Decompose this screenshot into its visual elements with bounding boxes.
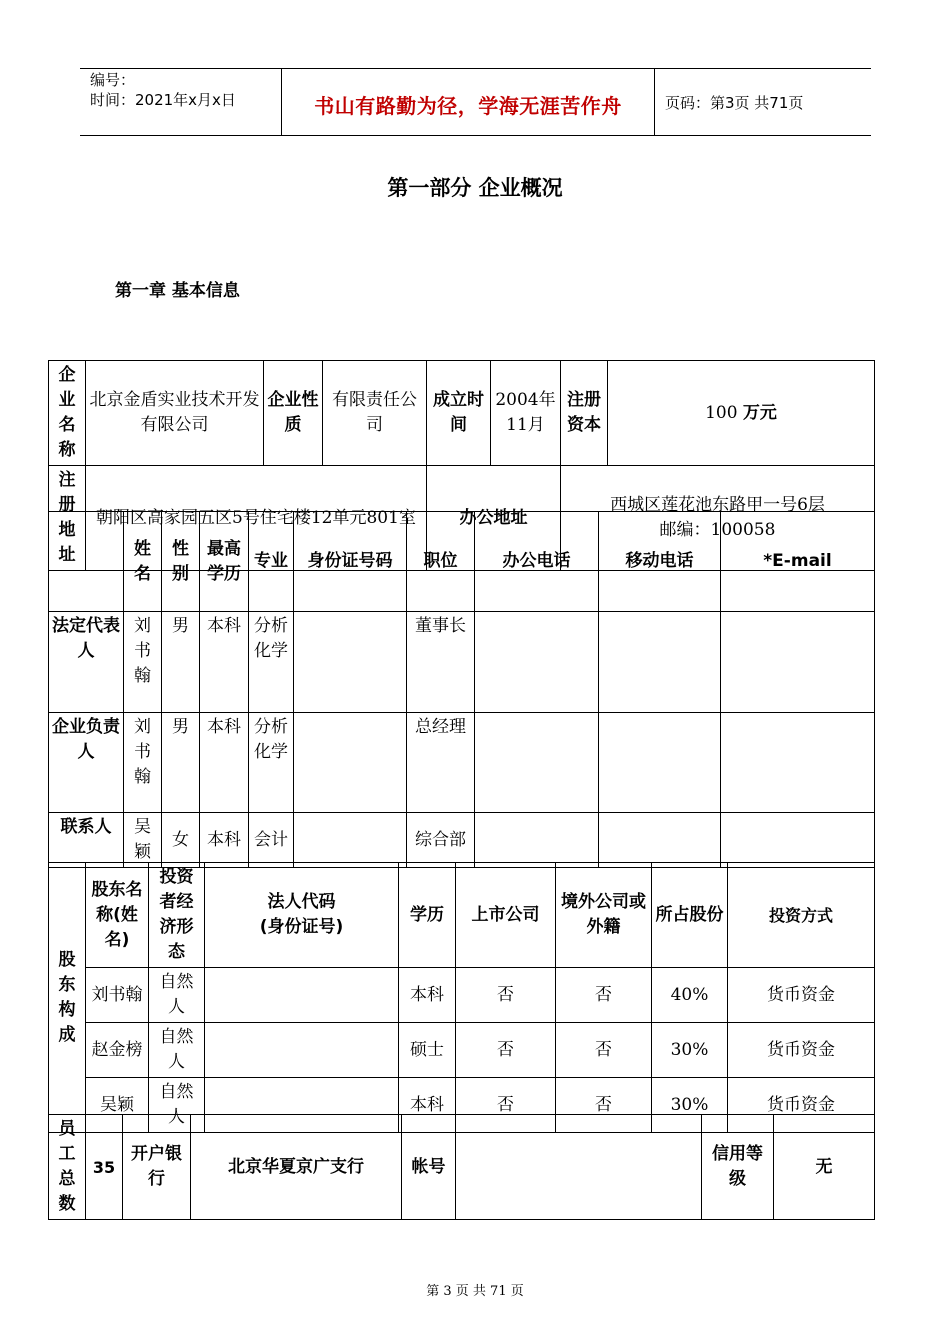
header-bottom-rule [80, 135, 871, 136]
person-education: 本科 [200, 713, 249, 813]
col-header: 法人代码 (身份证号) [205, 863, 399, 968]
chapter-title: 第一章 基本信息 [115, 281, 240, 301]
shareholder-code [205, 968, 399, 1023]
shareholder-share: 30% [652, 1078, 728, 1133]
person-gender: 男 [162, 713, 200, 813]
person-gender: 女 [162, 813, 200, 868]
person-mobile [599, 813, 721, 868]
table-row [49, 813, 875, 868]
col-header: 办公电话 [475, 512, 599, 612]
shareholder-method: 货币资金 [728, 1023, 875, 1078]
person-office-tel [475, 713, 599, 813]
table-row [49, 1023, 875, 1078]
bank-info-table [48, 1114, 875, 1220]
col-header: 专业 [249, 512, 294, 612]
office-address-label: 办公地址 [427, 466, 561, 571]
registered-capital [608, 361, 875, 466]
reg-address: 朝阳区高家园五区5号住宅楼12单元801室 [86, 466, 427, 571]
shareholder-type: 自然人 [149, 968, 205, 1023]
shareholder-listed: 否 [456, 1078, 556, 1133]
bank-name: 北京华夏京广支行 [191, 1115, 402, 1220]
person-mobile [599, 713, 721, 813]
shareholder-name: 吴颖 [86, 1078, 149, 1133]
reg-address-label: 注册地址 [49, 466, 86, 571]
person-office-tel [475, 612, 599, 713]
shareholder-education: 硕士 [399, 1023, 456, 1078]
shareholder-type: 自然人 [149, 1023, 205, 1078]
col-header: 姓名 [124, 512, 162, 612]
office-postcode: 邮编：100058 [659, 520, 776, 540]
person-name: 刘书翰 [124, 713, 162, 813]
people-table [48, 511, 875, 868]
person-position: 综合部 [407, 813, 475, 868]
col-header: 职位 [407, 512, 475, 612]
founded-date: 2004年11月 [491, 361, 561, 466]
company-nature-label: 企业性质 [264, 361, 323, 466]
shareholder-education: 本科 [399, 968, 456, 1023]
shareholder-share: 30% [652, 1023, 728, 1078]
company-name: 北京金盾实业技术开发有限公司 [86, 361, 264, 466]
col-header: 身份证号码 [294, 512, 407, 612]
col-header: *E-mail [721, 512, 875, 612]
shareholder-foreign: 否 [556, 1023, 652, 1078]
credit-level: 无 [774, 1115, 875, 1220]
doc-number-label: 编号： [90, 71, 136, 89]
person-office-tel [475, 813, 599, 868]
person-education: 本科 [200, 813, 249, 868]
header-top-rule [80, 68, 871, 69]
person-major: 会计 [249, 813, 294, 868]
person-mobile [599, 612, 721, 713]
capital-unit: 万元 [742, 402, 777, 423]
person-email [721, 713, 875, 813]
header-motto: 书山有路勤为径，学海无涯苦作舟 [314, 94, 622, 118]
role-label: 法定代表人 [49, 612, 124, 713]
person-name: 刘书翰 [124, 612, 162, 713]
person-name: 吴颖 [124, 813, 162, 868]
col-header: 投资方式 [728, 863, 875, 968]
col-header: 性别 [162, 512, 200, 612]
col-header: 学历 [399, 863, 456, 968]
header-divider [281, 68, 282, 136]
person-position: 董事长 [407, 612, 475, 713]
shareholder-share: 40% [652, 968, 728, 1023]
credit-label: 信用等级 [702, 1115, 774, 1220]
person-gender: 男 [162, 612, 200, 713]
col-header: 上市公司 [456, 863, 556, 968]
account-label: 帐号 [402, 1115, 456, 1220]
role-label: 企业负责人 [49, 713, 124, 813]
staff-count: 35 [86, 1115, 123, 1220]
person-email [721, 612, 875, 713]
person-major: 分析化学 [249, 713, 294, 813]
part-title: 第一部分 企业概况 [387, 176, 563, 200]
capital-amount: 100 [705, 402, 738, 423]
bank-label: 开户银行 [123, 1115, 191, 1220]
role-label: 联系人 [49, 813, 124, 868]
col-header: 所占股份 [652, 863, 728, 968]
person-id-number [294, 813, 407, 868]
table-row [49, 612, 875, 713]
shareholder-name: 刘书翰 [86, 968, 149, 1023]
col-header: 投资者经济形态 [149, 863, 205, 968]
founded-label: 成立时间 [427, 361, 491, 466]
shareholder-method: 货币资金 [728, 968, 875, 1023]
header-divider [654, 68, 655, 136]
shareholder-name: 赵金榜 [86, 1023, 149, 1078]
staff-count-label: 员工总数 [49, 1115, 86, 1220]
shareholder-code [205, 1023, 399, 1078]
col-header: 股东名称(姓名) [86, 863, 149, 968]
person-education: 本科 [200, 612, 249, 713]
person-email [721, 813, 875, 868]
company-nature: 有限责任公司 [323, 361, 427, 466]
header-page-info: 页码：第3页 共71页 [665, 94, 804, 112]
person-major: 分析化学 [249, 612, 294, 713]
shareholder-foreign: 否 [556, 1078, 652, 1133]
shareholder-listed: 否 [456, 1023, 556, 1078]
shareholder-foreign: 否 [556, 968, 652, 1023]
shareholder-type: 自然人 [149, 1078, 205, 1133]
company-name-label: 企业名称 [49, 361, 86, 466]
header-meta [90, 70, 236, 110]
col-header: 移动电话 [599, 512, 721, 612]
people-corner-cell [49, 512, 124, 612]
account-number [456, 1115, 702, 1220]
shareholders-table [48, 862, 875, 1133]
person-position: 总经理 [407, 713, 475, 813]
col-header: 境外公司或外籍 [556, 863, 652, 968]
page-footer: 第 3 页 共 71 页 [426, 1284, 524, 1299]
office-address-line: 西城区莲花池东路甲一号6层 [610, 495, 825, 515]
table-row [49, 968, 875, 1023]
person-id-number [294, 713, 407, 813]
person-id-number [294, 612, 407, 713]
shareholder-listed: 否 [456, 968, 556, 1023]
doc-time-label: 时间：2021年x月x日 [90, 91, 236, 109]
shareholder-education: 本科 [399, 1078, 456, 1133]
table-row [49, 713, 875, 813]
col-header: 最高学历 [200, 512, 249, 612]
capital-label: 注册资本 [561, 361, 608, 466]
shareholders-label: 股东构成 [49, 863, 86, 1133]
shareholder-method: 货币资金 [728, 1078, 875, 1133]
